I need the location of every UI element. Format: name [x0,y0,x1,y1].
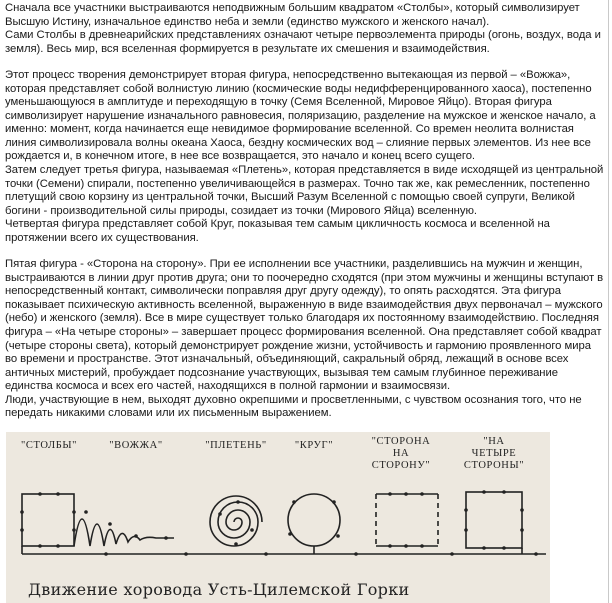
pleten-spiral [210,496,262,546]
article-text [5,2,605,421]
vozhzha-wave [74,519,174,546]
krug-circle [288,494,340,546]
paragraph-krug: Четвертая фигура представляет собой Круг, показывая тем самым цикличность космоса и вселенной на протяжении всего их существования. [5,218,550,244]
label-storona: "СТОРОНА НА СТОРОНУ" [371,436,431,471]
stolby-square [22,494,74,546]
khorovod-figure-image [6,432,550,603]
paragraph-vozhzha: Этот процесс творения демонстрирует вторая фигура, непосредственно вытекающая из первой – «Вожжа», которая представляет собой волнистую линию (космические воды недифференцированного хаоса), постепенно уменьшающуюся в амплитуде и переходящую в точку (Семя Вселенной, Мировое Яйцо). Вторая фигура символизирует нарушение изначального равновесия, поляризацию, разделение на мужское и женское начало, а именно: момент, когда начинается еще невидимое формирование вселенной. Со времен неолита волнистая линия символизировала волны океана Хаоса, бездну космических вод – слияние первых элементов. Из нее все рождается и, в конечном итоге, в нее все возвращается, это начало и конец всего сущего. [5,69,596,163]
label-chetyre: "НА ЧЕТЫРЕ СТОРОНЫ" [463,436,525,471]
paragraph-stolby: Сами Столбы в древнеарийских представлениях означают четыре первоэлемента природы (огонь, воздух, вода и земля). Весь мир, вся вселенная формируется в результате их смешения и взаимодействия. [5,29,601,55]
page-border-line [608,0,609,603]
label-krug: "КРУГ" [294,440,334,451]
label-pleten: "ПЛЕТЕНЬ" [205,440,267,451]
paragraph-spacer [5,245,605,258]
label-stolby: "СТОЛБЫ" [20,440,78,451]
paragraph-pleten: Затем следует третья фигура, называемая «Плетень», которая представляется в виде исходящей из центральной точки (Семени) спирали, постепенно увеличивающейся в размерах. Точно так же, как ремесленник, постепенно плетущий свою корзину из центральной точки, Высший Разум Вселенной с помощью своей супруги, Великой богини - производительной силы природы, созидает из точки (Мирового Яйца) вселенную. [5,164,604,217]
paragraph-conclusion: Люди, участвующие в нем, выходят духовно окрепшими и просветленными, с чувством осознания того, что не передать никакими словами или их письменным выражением. [5,393,582,420]
chetyre-square [466,492,522,548]
paragraph-storona: Пятая фигура - «Сторона на сторону». При ее исполнении все участники, разделившись на мужчин и женщин, выстраиваются в линии друг против друга; они то поочередно сходятся (при этом мужчины и женщины вступают в непосредственный контакт, символически поправляя друг другу одежду), то опять расходятся. Эта фигура показывает психическую активность вселенной, выраженную в виде взаимодействия двух первоначал – мужского (небо) и женского (земля). Все в мире существует только благодаря их постоянному взаимодействию. Последняя фигура – «На четыре стороны» – завершает процесс формирования вселенной. Она представляет собой квадрат (четыре стороны света), который демонстрирует рождение жизни, устойчивость и гармонию проявленного мира во времени и пространстве. Этот изначальный, объединяющий, сакральный обряд, лежащий в основе всех античных мистерий, пробуждает подсознание участвующих, вызывая тем самым глубинное переживание единства космоса и всех его частей, находящихся в полной гармонии и взаимосвязи. [5,258,604,393]
dancer-dots [20,490,538,556]
paragraph-intro: Сначала все участники выстраиваются неподвижным большим квадратом «Столбы», который символизирует Высшую Истину, изначальное единство неба и земли (единство мужского и женского начал). [5,2,580,28]
label-vozhzha: "ВОЖЖА" [109,440,163,451]
khorovod-diagram [6,432,550,603]
figure-caption: Движение хоровода Усть-Цилемской Горки [28,580,410,599]
paragraph-spacer [5,56,605,69]
